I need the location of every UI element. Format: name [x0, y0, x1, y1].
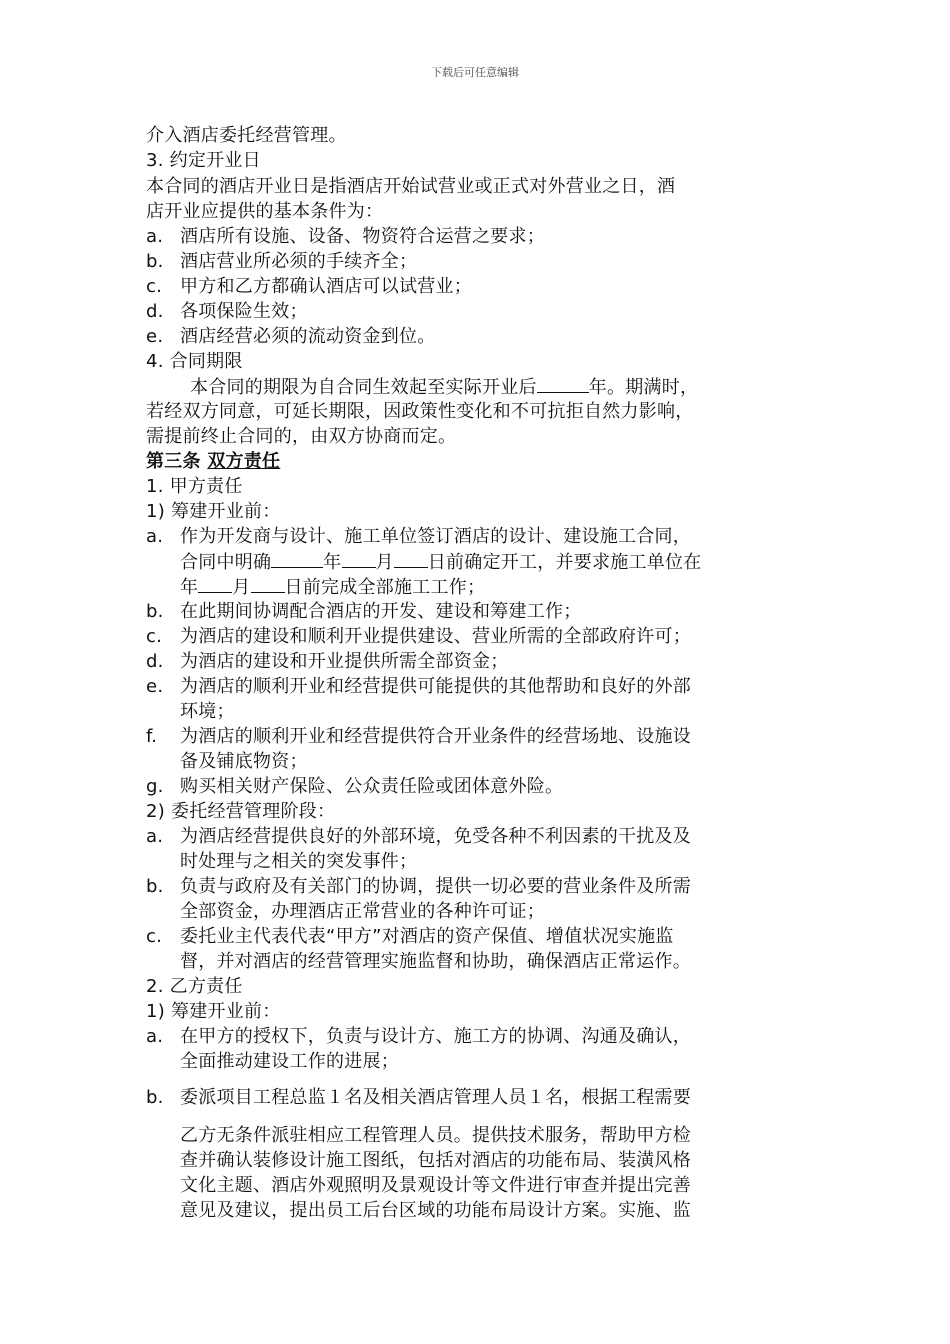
- list-text: 为酒店的建设和开业提供所需全部资金；: [180, 651, 509, 672]
- list-text: 负责与政府及有关部门的协调，提供一切必要的营业条件及所需: [180, 876, 691, 897]
- section-heading: 3. 约定开业日: [146, 150, 261, 171]
- list-item: [146, 725, 691, 749]
- list-text-continued: 查并确认装修设计施工图纸，包括对酒店的功能布局、装潢风格: [180, 1150, 691, 1171]
- list-marker: a.: [146, 826, 164, 847]
- list-text: 甲方和乙方都确认酒店可以试营业；: [180, 276, 472, 297]
- list-text: 为酒店经营提供良好的外部环境，免受各种不利因素的干扰及及: [180, 826, 691, 847]
- list-marker: b.: [146, 876, 164, 897]
- subsection-heading: 1) 筹建开业前：: [146, 501, 281, 522]
- list-item: [146, 650, 509, 674]
- text-line: 本合同的期限为自合同生效起至实际开业后 年。期满时，: [190, 377, 699, 398]
- list-item: [146, 525, 691, 549]
- list-text-continued: 意见及建议，提出员工后台区域的功能布局设计方案。实施、监: [180, 1200, 691, 1221]
- list-text: 酒店所有设施、设备、物资符合运营之要求；: [180, 226, 545, 247]
- list-text: 各项保险生效；: [180, 301, 308, 322]
- subsection-heading: 1) 筹建开业前：: [146, 1001, 281, 1022]
- list-text-continued: 全面推动建设工作的进展；: [180, 1051, 399, 1072]
- list-text-continued: 环境；: [180, 701, 235, 722]
- subsection-heading: 2) 委托经营管理阶段：: [146, 801, 336, 822]
- list-marker: e.: [146, 676, 164, 697]
- text-line: 若经双方同意，可延长期限，因政策性变化和不可抗拒自然力影响，: [146, 401, 694, 422]
- list-text-continued: 乙方无条件派驻相应工程管理人员。提供技术服务，帮助甲方检: [180, 1125, 691, 1146]
- list-item: [146, 825, 691, 849]
- list-marker: c.: [146, 926, 163, 947]
- list-text: 在此期间协调配合酒店的开发、建设和筹建工作；: [180, 601, 582, 622]
- list-marker: d.: [146, 301, 164, 322]
- list-marker: b.: [146, 251, 164, 272]
- list-marker: d.: [146, 651, 164, 672]
- list-item: [146, 250, 417, 274]
- list-marker: a.: [146, 226, 164, 247]
- fill-blank: [251, 575, 285, 593]
- list-text-continued: 年 月 日前完成全部施工工作；: [180, 577, 486, 598]
- list-marker: c.: [146, 626, 163, 647]
- fill-blank: [198, 575, 232, 593]
- list-item: [146, 600, 582, 624]
- list-item: [146, 775, 563, 799]
- list-text: 为酒店的顺利开业和经营提供可能提供的其他帮助和良好的外部: [180, 676, 691, 697]
- list-text: 委派项目工程总监１名及相关酒店管理人员１名，根据工程需要: [180, 1087, 691, 1108]
- list-item: [146, 1086, 691, 1110]
- text-line: 店开业应提供的基本条件为：: [146, 201, 384, 222]
- fill-blank: [537, 375, 589, 393]
- list-text-continued: 时处理与之相关的突发事件；: [180, 851, 418, 872]
- section-heading: 1. 甲方责任: [146, 476, 243, 497]
- list-item: [146, 675, 691, 699]
- list-item: [146, 300, 308, 324]
- list-item: [146, 275, 472, 299]
- list-marker: b.: [146, 601, 164, 622]
- list-marker: f.: [146, 726, 158, 747]
- list-text: 酒店营业所必须的手续齐全；: [180, 251, 418, 272]
- fill-blank: [342, 550, 376, 568]
- list-text-continued: 备及铺底物资；: [180, 751, 308, 772]
- list-item: [146, 325, 436, 349]
- text-line: 需提前终止合同的，由双方协商而定。: [146, 426, 457, 447]
- list-item: [146, 875, 691, 899]
- list-item: [146, 1025, 691, 1049]
- list-item: [146, 925, 674, 949]
- list-marker: b.: [146, 1087, 164, 1108]
- page-header: 下载后可任意编辑: [431, 66, 519, 79]
- list-text: 委托业主代表代表“甲方”对酒店的资产保值、增值状况实施监: [180, 926, 674, 947]
- list-text: 酒店经营必须的流动资金到位。: [180, 326, 436, 347]
- list-text-continued: 文化主题、酒店外观照明及景观设计等文件进行审查并提出完善: [180, 1175, 691, 1196]
- list-item: [146, 625, 691, 649]
- list-marker: a.: [146, 526, 164, 547]
- list-marker: g.: [146, 776, 164, 797]
- list-text: 购买相关财产保险、公众责任险或团体意外险。: [180, 776, 564, 797]
- list-marker: e.: [146, 326, 164, 347]
- list-text: 为酒店的建设和顺利开业提供建设、营业所需的全部政府许可；: [180, 626, 691, 647]
- section-heading: 4. 合同期限: [146, 351, 243, 372]
- list-text: 为酒店的顺利开业和经营提供符合开业条件的经营场地、设施设: [180, 726, 691, 747]
- fill-blank: [394, 550, 428, 568]
- list-text-continued: 督，并对酒店的经营管理实施监督和协助，确保酒店正常运作。: [180, 951, 691, 972]
- text-line: 本合同的酒店开业日是指酒店开始试营业或正式对外营业之日，酒: [146, 176, 676, 197]
- fill-blank: [271, 550, 323, 568]
- article-heading: 第三条 双方责任: [146, 451, 281, 472]
- list-text-continued: 合同中明确 年 月 日前确定开工，并要求施工单位在: [180, 552, 702, 573]
- list-text-continued: 全部资金，办理酒店正常营业的各种许可证；: [180, 901, 545, 922]
- section-heading: 2. 乙方责任: [146, 976, 243, 997]
- list-text: 在甲方的授权下，负责与设计方、施工方的协调、沟通及确认，: [180, 1026, 691, 1047]
- text-line: 介入酒店委托经营管理。: [146, 125, 347, 146]
- list-text: 作为开发商与设计、施工单位签订酒店的设计、建设施工合同，: [180, 526, 691, 547]
- list-item: [146, 225, 545, 249]
- list-marker: c.: [146, 276, 163, 297]
- list-marker: a.: [146, 1026, 164, 1047]
